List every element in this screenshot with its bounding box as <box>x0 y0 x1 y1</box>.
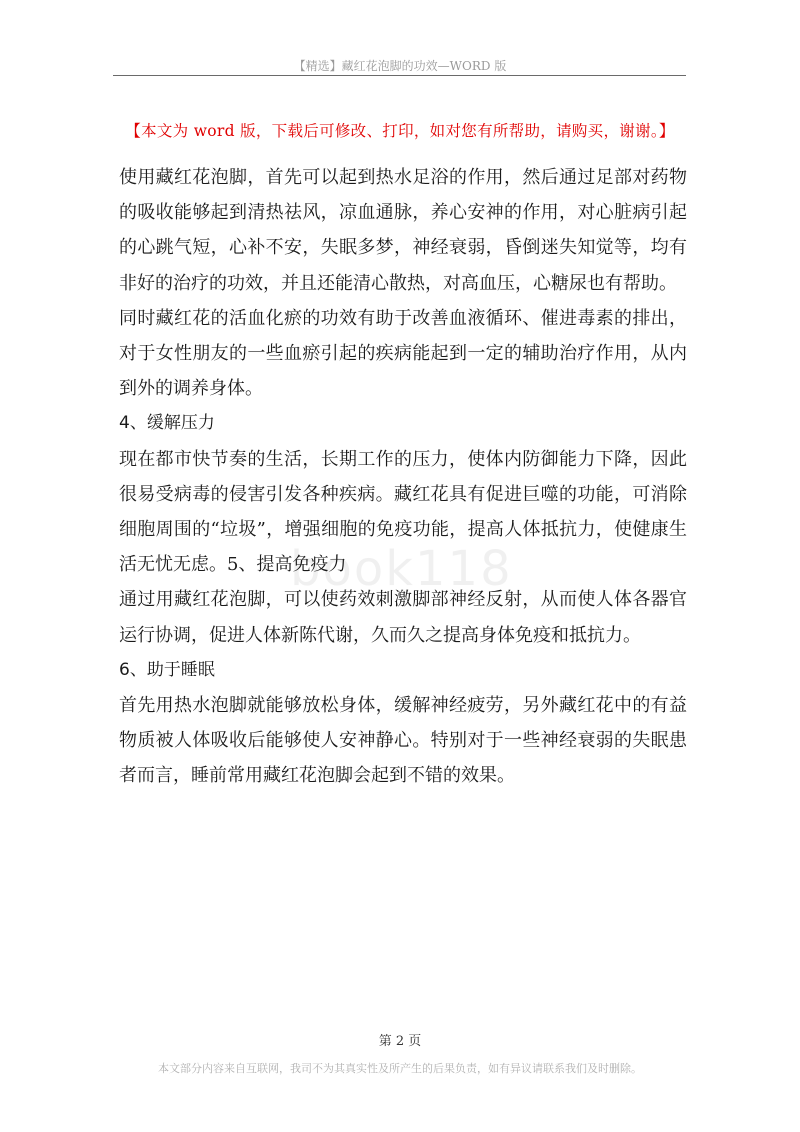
header-divider <box>113 75 686 76</box>
footer-disclaimer: 本文部分内容来自互联网，我司不为其真实性及所产生的后果负责，如有异议请联系我们及时删除。 <box>158 1062 642 1075</box>
paragraph-sleep: 首先用热水泡脚就能够放松身体，缓解神经疲劳，另外藏红花中的有益物质被人体吸收后能够使人安神静心。特别对于一些神经衰弱的失眠患者而言，睡前常用藏红花泡脚会起到不错的效果。 <box>119 695 687 787</box>
page-number: 第 2 页 <box>378 1034 422 1049</box>
paragraph-intro: 使用藏红花泡脚，首先可以起到热水足浴的作用，然后通过足部对药物的吸收能够起到清热祛风，凉血通脉，养心安神的作用，对心脏病引起的心跳气短，心补不安，失眠多梦，神经衰弱，昏倒迷失知觉等，均有非好的治疗的功效，并且还能清心散热，对高血压，心糖尿也有帮助。 <box>119 167 687 294</box>
watermark: book118 <box>290 541 513 597</box>
paragraph-stress-relief: 现在都市快节奏的生活，长期工作的压力，使体内防御能力下降，因此很易受病毒的侵害引发各种疾病。藏红花具有促进巨噬的功能，可消除细胞周围的“垃圾”，增强细胞的免疫功能，提高人体抵抗力，使健康生活无忧无虑。5、提高免疫力 <box>119 448 687 576</box>
download-notice: 【本文为 word 版，下载后可修改、打印，如对您有所帮助，请购买，谢谢。】 <box>125 122 675 140</box>
paragraph-circulation: 同时藏红花的活血化瘀的功效有助于改善血液循环、催进毒素的排出，对于女性朋友的一些血瘀引起的疾病能起到一定的辅助治疗作用，从内到外的调养身体。 <box>119 307 687 400</box>
section-heading-stress-relief: 4、缓解压力 <box>119 413 215 434</box>
document-header-title: 【精选】藏红花泡脚的功效—WORD 版 <box>293 59 507 73</box>
paragraph-immunity: 通过用藏红花泡脚，可以使药效刺激脚部神经反射，从而使人体各器官运行协调，促进人体新陈代谢，久而久之提高身体免疫和抵抗力。 <box>119 589 687 646</box>
document-body <box>119 160 687 794</box>
section-heading-sleep: 6、助于睡眠 <box>119 659 215 680</box>
